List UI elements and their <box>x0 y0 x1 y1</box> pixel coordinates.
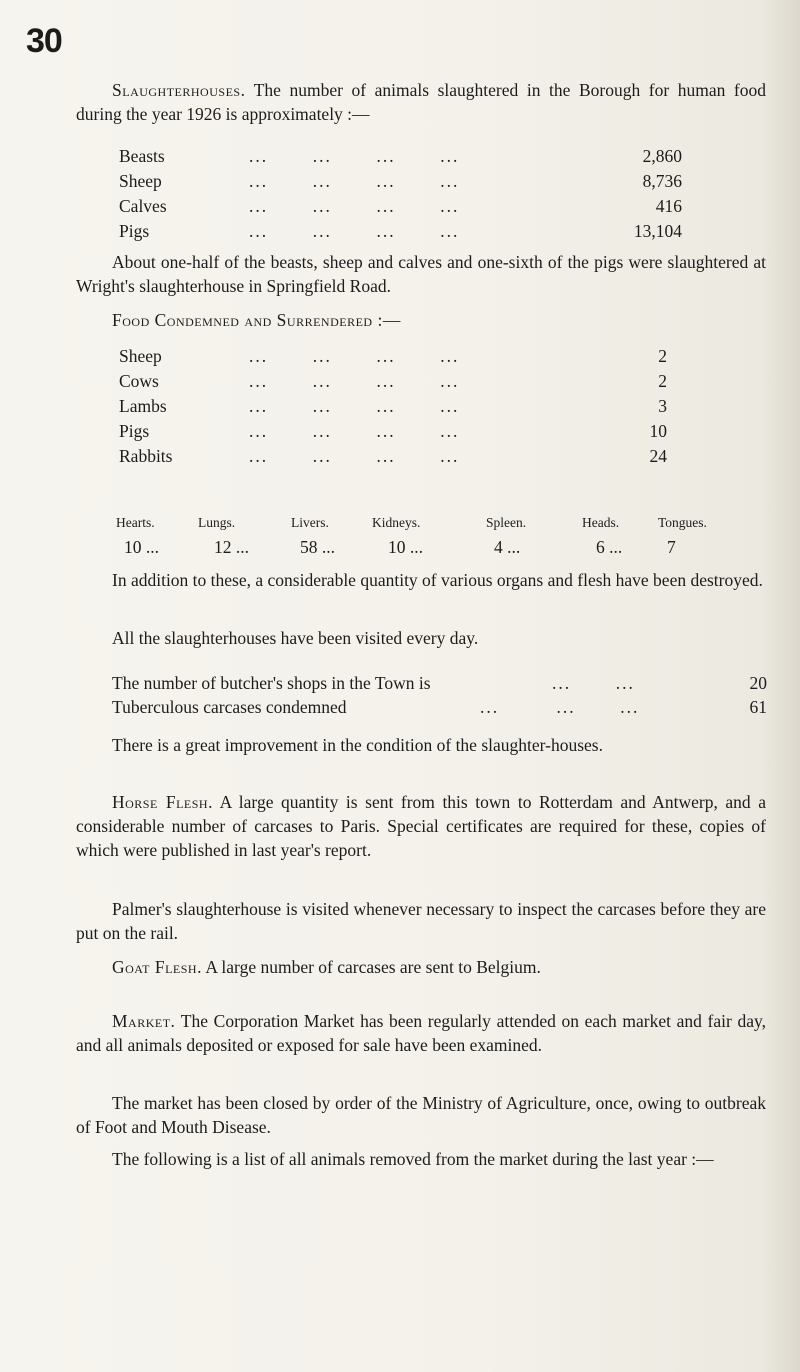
animal-name: Pigs <box>119 221 150 241</box>
wrights-note: About one-half of the beasts, sheep and calves and one-sixth of the pigs were slaughtered at Wright's slaughterhouse in Springfield Road. <box>76 252 766 296</box>
addition-paragraph: In addition to these, a considerable quantity of various organs and flesh have been destroyed. <box>112 570 763 590</box>
slaughterhouses-heading: Slaughterhouses. <box>112 80 246 100</box>
palmers-paragraph: Palmer's slaughterhouse is visited whenever necessary to inspect the carcases before they are put on the rail. <box>76 899 766 943</box>
animal-count: 416 <box>655 196 682 216</box>
market-paragraph <box>76 1009 766 1057</box>
item-name: Sheep <box>119 346 162 366</box>
animal-count: 2,860 <box>642 146 682 166</box>
organ-value: 10 ... <box>388 537 423 557</box>
horse-flesh-text: A large quantity is sent from this town to Rotterdam and Antwerp, and a considerable number of carcases to Paris. Special certificates are required for these, copies of which were published in last year's report. <box>76 792 767 860</box>
organ-value: 10 ... <box>124 537 159 557</box>
list-item: Pigs ... ... ... ... 13,104 <box>119 221 682 241</box>
list-item: Rabbits ... ... ... ... 24 <box>119 446 667 466</box>
slaughterhouses-intro-text: The number of animals slaughtered in the Borough for human food during the year 1926 is approximately :— <box>76 80 766 124</box>
list-item: Calves ... ... ... ... 416 <box>119 196 682 216</box>
animal-count: 8,736 <box>642 171 682 191</box>
list-item: Pigs ... ... ... ... 10 <box>119 421 667 441</box>
organ-value: 6 ... <box>596 537 623 557</box>
market-text: The Corporation Market has been regularly attended on each market and fair day, and all animals deposited or exposed for sale have been examined. <box>76 1011 766 1055</box>
organs-table <box>116 515 707 561</box>
organ-label: Lungs. <box>198 515 236 530</box>
goat-flesh-text: A large number of carcases are sent to Belgium. <box>205 957 541 977</box>
item-name: Cows <box>119 371 159 391</box>
item-count: 2 <box>658 346 667 366</box>
animals-slaughtered-list <box>119 146 682 246</box>
improvement-paragraph: There is a great improvement in the condition of the slaughter-houses. <box>112 735 603 755</box>
organ-value: 12 ... <box>214 537 249 557</box>
organ-label: Heads. <box>582 515 620 530</box>
animal-name: Sheep <box>119 171 162 191</box>
organ-value: 58 ... <box>300 537 335 557</box>
market-closed-paragraph: The market has been closed by order of the Ministry of Agriculture, once, owing to outbreak of Foot and Mouth Disease. <box>76 1093 766 1137</box>
butcher-shops-row: The number of butcher's shops in the Town is ... ... 20 <box>112 673 767 693</box>
item-name: Pigs <box>119 421 150 441</box>
horse-flesh-heading: Horse Flesh. <box>112 792 213 812</box>
item-count: 10 <box>649 421 667 441</box>
stat-value: 61 <box>749 697 767 717</box>
item-count: 24 <box>649 446 667 466</box>
stat-label: The number of butcher's shops in the Town is <box>112 673 431 693</box>
goat-flesh-heading: Goat Flesh. <box>112 957 202 977</box>
animal-count: 13,104 <box>633 221 682 241</box>
item-count: 2 <box>658 371 667 391</box>
animal-name: Calves <box>119 196 167 216</box>
page-number: 30 <box>26 22 62 60</box>
list-item: Beasts ... ... ... ... 2,860 <box>119 146 682 166</box>
food-condemned-heading: Food Condemned and Surrendered :— <box>112 310 401 330</box>
market-heading: Market. <box>112 1011 176 1031</box>
organ-label: Kidneys. <box>372 515 421 530</box>
tuberculous-row: Tuberculous carcases condemned ... ... ... 61 <box>112 697 767 717</box>
horse-flesh-paragraph <box>76 790 766 862</box>
slaughterhouses-intro <box>76 78 766 126</box>
stat-value: 20 <box>749 673 767 693</box>
stat-label: Tuberculous carcases condemned <box>112 697 347 717</box>
visited-paragraph: All the slaughterhouses have been visited every day. <box>112 628 479 648</box>
organ-label: Spleen. <box>486 515 527 530</box>
list-item: Cows ... ... ... ... 2 <box>119 371 667 391</box>
item-name: Rabbits <box>119 446 173 466</box>
item-count: 3 <box>658 396 667 416</box>
organ-value: 4 ... <box>494 537 521 557</box>
organ-label: Hearts. <box>116 515 155 530</box>
organ-label: Livers. <box>291 515 329 530</box>
organ-value: 7 <box>667 537 676 557</box>
list-item: Sheep ... ... ... ... 2 <box>119 346 667 366</box>
animal-name: Beasts <box>119 146 165 166</box>
food-condemned-list <box>119 346 667 471</box>
organs-header-row <box>116 515 707 537</box>
item-name: Lambs <box>119 396 167 416</box>
list-item: Lambs ... ... ... ... 3 <box>119 396 667 416</box>
following-paragraph: The following is a list of all animals removed from the market during the last year :— <box>112 1149 714 1169</box>
organs-values-row <box>116 537 686 561</box>
goat-flesh-paragraph <box>76 955 766 979</box>
list-item: Sheep ... ... ... ... 8,736 <box>119 171 682 191</box>
organ-label: Tongues. <box>658 515 707 530</box>
